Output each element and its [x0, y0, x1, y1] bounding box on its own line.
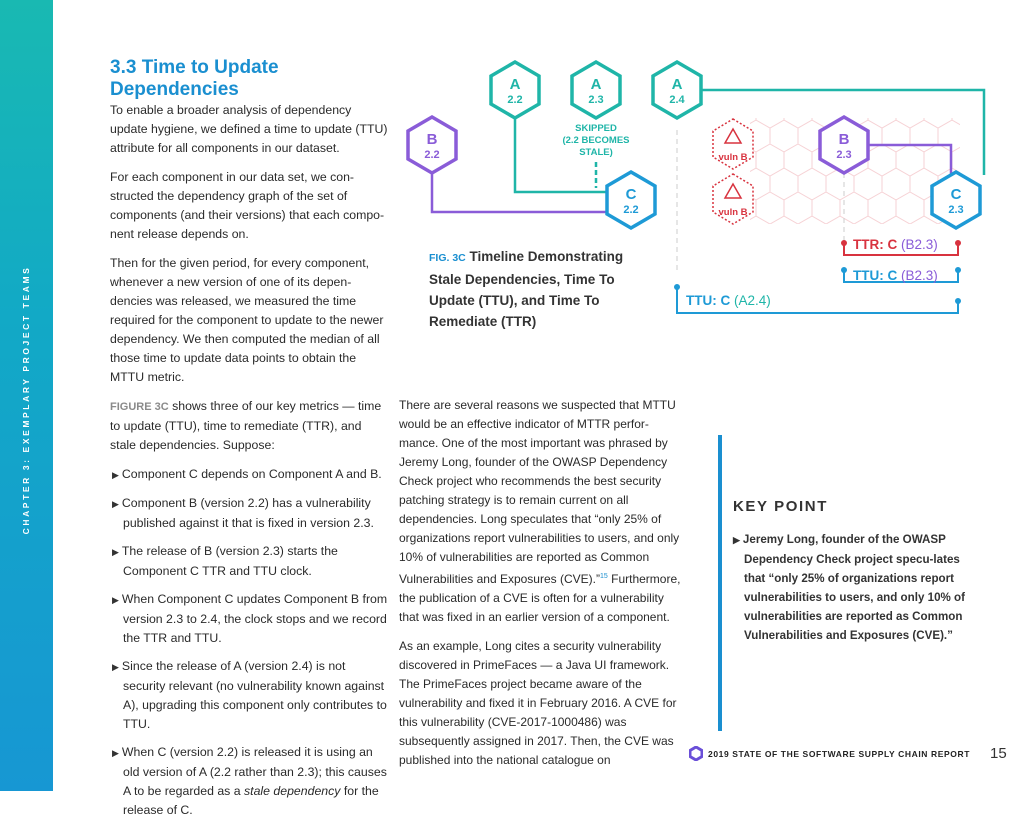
- triangle-bullet-icon: ▶: [112, 595, 119, 605]
- list-item: [110, 743, 388, 820]
- node-a-2-3: [572, 62, 620, 118]
- svg-text:B: B: [838, 131, 850, 148]
- chapter-label: CHAPTER 3: EXEMPLARY PROJECT TEAMS: [21, 265, 31, 535]
- node-b-2-2: [408, 117, 456, 173]
- list-item-text: The release of B (version 2.3) starts the Component C TTR and TTU clock.: [121, 544, 338, 578]
- svg-text:B: B: [426, 131, 438, 148]
- paragraph-text: There are several reasons we suspected that MTTU would be an effective indicator of MTTR perfor-mance. One of the most important was phrased by Jeremy Long, founder of the OWASP Dependency Check project who recommends the best security patching strategy is to remain current on all dependencies. Long speculates that “only 25% of organizations report vulnerabilities to users, and only 10% of vulnerabilities are reported as Common Vulnerabilities and Exposures (CVE).”: [399, 398, 680, 586]
- figure-reference[interactable]: FIGURE 3C: [110, 401, 169, 413]
- section-title: 3.3 Time to Update Dependencies: [110, 57, 279, 100]
- bullet-list: [110, 465, 388, 820]
- list-item-text: for the release of C.: [123, 784, 379, 817]
- skipped-note: [562, 123, 629, 158]
- triangle-bullet-icon: ▶: [112, 662, 119, 672]
- triangle-bullet-icon: ▶: [112, 547, 119, 557]
- paragraph: [399, 396, 681, 627]
- node-a-2-4: [653, 62, 701, 118]
- list-item-text: Component C depends on Component A and B.: [121, 467, 382, 481]
- emphasis-text: stale dependency: [244, 784, 341, 798]
- svg-text:2.2: 2.2: [507, 94, 523, 106]
- report-logo-icon: [689, 746, 703, 761]
- list-item-text: Since the release of A (version 2.4) is not security relevant (no vulnerability known against A), upgrading this component only contributes to TTU.: [121, 659, 387, 731]
- triangle-bullet-icon: ▶: [112, 499, 119, 509]
- svg-text:STALE): STALE): [579, 147, 613, 158]
- svg-text:2.3: 2.3: [948, 204, 964, 216]
- paragraph-text: Furthermore, the publication of a CVE is often for a vulnerability that was fixed in an earlier version of a component.: [399, 572, 681, 624]
- triangle-bullet-icon: ▶: [112, 748, 119, 758]
- svg-text:vuln B: vuln B: [718, 152, 748, 163]
- paragraph: As an example, Long cites a security vulnerability discovered in PrimeFaces — a Java UI framework. The PrimeFaces project became aware of the vulnerability and fixed it in February 2016. A CVE for this vulnerability (CVE-2017-1000486) was subsequently assigned in 2017. Then, the CVE was published into the national catalogue on: [399, 639, 677, 767]
- vuln-b-marker: [713, 174, 753, 224]
- paragraph: To enable a broader analysis of dependency update hygiene, we defined a time to update (TTU) attribute for all components in our dataset.: [110, 103, 388, 155]
- node-a-2-2: [491, 62, 539, 118]
- figure-label: FIG. 3C: [429, 252, 466, 264]
- svg-text:A: A: [671, 76, 683, 93]
- svg-text:SKIPPED: SKIPPED: [575, 123, 617, 134]
- page-number: 15: [990, 745, 1007, 762]
- key-point-quote: Jeremy Long, founder of the OWASP Dependency Check project specu-lates that “only 25% of organizations report vulnerabilities to users, and only 10% of vulnerabilities are reported as Common Vulnerabilities and Exposures (CVE).”: [742, 533, 965, 642]
- page-footer: [689, 745, 1007, 762]
- paragraph: Then for the given period, for every component, whenever a new version of one of its depen-dencies was released, we measured the time required for the component to update to the newer dependency. We then computed the median of all those time to update data points to obtain the MTTU metric.: [110, 256, 384, 384]
- list-item: [110, 542, 388, 581]
- svg-text:C: C: [950, 186, 962, 203]
- triangle-bullet-icon: ▶: [733, 535, 740, 545]
- report-title: 2019 STATE OF THE SOFTWARE SUPPLY CHAIN REPORT: [708, 748, 971, 759]
- svg-text:C: C: [625, 186, 637, 203]
- key-point-title: KEY POINT: [733, 498, 828, 515]
- list-item: [110, 590, 388, 648]
- list-item-text: When Component C updates Component B from version 2.3 to 2.4, the clock stops and we record the TTR and TTU.: [121, 592, 388, 645]
- list-item: [110, 465, 388, 485]
- key-point-text: [733, 530, 973, 645]
- figure-caption-text: Timeline Demonstrating Stale Dependencies, Time To Update (TTU), and Time To Remediate (TTR): [429, 249, 624, 329]
- figure-caption: [429, 246, 659, 332]
- node-c-2-2: [607, 172, 655, 228]
- ttr-label: TTR: C (B2.3): [853, 237, 938, 252]
- node-b-2-3: [820, 117, 868, 173]
- svg-text:vuln B: vuln B: [718, 207, 748, 218]
- svg-text:(2.2 BECOMES: (2.2 BECOMES: [562, 135, 630, 146]
- node-c-2-3: [932, 172, 980, 228]
- triangle-bullet-icon: ▶: [112, 470, 119, 480]
- svg-text:2.2: 2.2: [424, 149, 440, 161]
- list-item: [110, 657, 388, 734]
- list-item-text: Component B (version 2.2) has a vulnerability published against it that is fixed in version 2.3.: [121, 496, 374, 530]
- svg-text:2.3: 2.3: [588, 94, 604, 106]
- svg-text:A: A: [509, 76, 521, 93]
- svg-text:2.4: 2.4: [669, 94, 685, 106]
- svg-text:2.2: 2.2: [623, 204, 639, 216]
- ttu-b-label: TTU: C (B2.3): [853, 268, 938, 283]
- paragraph: For each component in our data set, we con-structed the dependency graph of the set of components (and their versions) that each compo-nent release depends on.: [110, 170, 385, 241]
- svg-text:A: A: [590, 76, 602, 93]
- svg-text:2.3: 2.3: [836, 149, 852, 161]
- key-point-accent-bar: [718, 435, 722, 731]
- list-item: [110, 494, 388, 533]
- footnote-ref[interactable]: 15: [599, 573, 608, 580]
- list-item-text: When C (version 2.2) is released it is using an old version of A (2.2 rather than 2.3); this causes A to be regarded as a: [121, 745, 387, 798]
- vuln-b-marker: [713, 119, 753, 169]
- paragraph: [110, 397, 388, 455]
- middle-column: [399, 396, 681, 780]
- ttu-a-label: TTU: C (A2.4): [686, 293, 771, 308]
- paragraph-text: shows three of our key metrics — time to update (TTU), time to remediate (TTR), and stale dependencies. Suppose:: [110, 399, 382, 452]
